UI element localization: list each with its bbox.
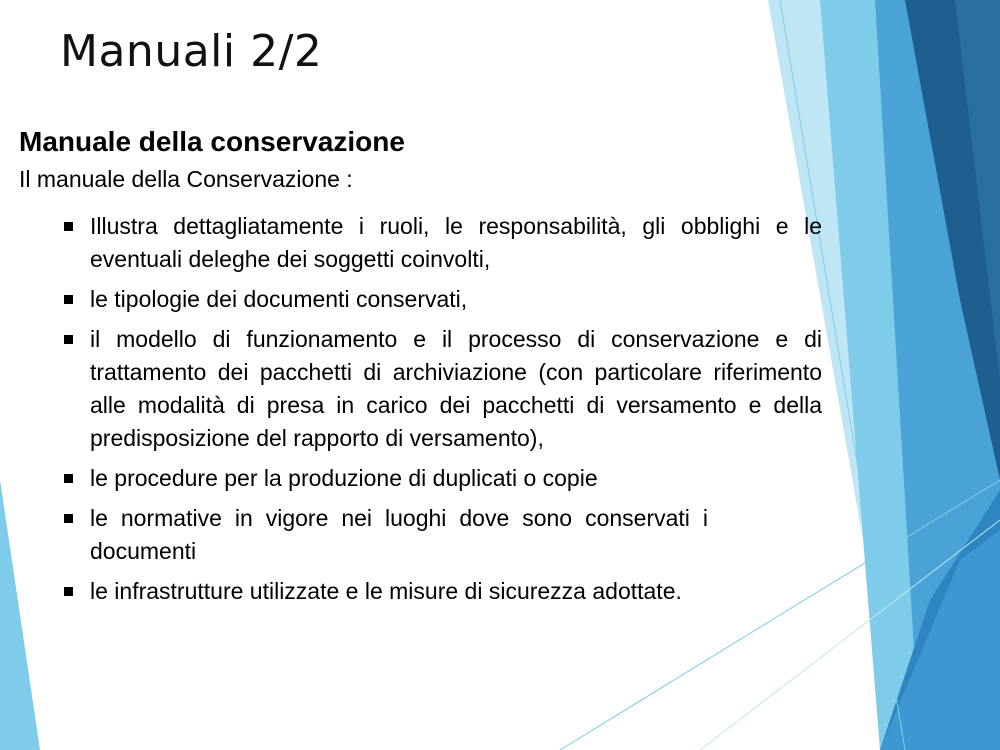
list-item-text: le procedure per la produzione di duplicati o copie bbox=[90, 465, 598, 491]
section-heading: Manuale della conservazione bbox=[19, 126, 405, 157]
list-item bbox=[62, 462, 822, 495]
bullet-square-icon bbox=[64, 474, 73, 483]
bullet-square-icon bbox=[64, 335, 73, 344]
slide-title: Manuali 2/2 bbox=[60, 26, 323, 77]
bullet-list bbox=[62, 210, 822, 615]
list-item bbox=[62, 323, 822, 455]
bullet-square-icon bbox=[64, 222, 73, 231]
bullet-square-icon bbox=[64, 514, 73, 523]
list-item-text: le tipologie dei documenti conservati, bbox=[90, 286, 468, 312]
list-item bbox=[62, 210, 822, 276]
deco-left-light-triangle bbox=[0, 480, 40, 750]
list-item-text: le normative in vigore nei luoghi dove sono conservati i documenti bbox=[90, 505, 708, 564]
list-item bbox=[62, 575, 822, 608]
list-item-text: le infrastrutture utilizzate e le misure di sicurezza adottate. bbox=[90, 578, 682, 604]
list-item bbox=[62, 283, 822, 316]
bullet-square-icon bbox=[64, 295, 73, 304]
list-item-text: Illustra dettagliatamente i ruoli, le responsabilità, gli obblighi e le eventuali deleghe dei soggetti coinvolti, bbox=[90, 213, 822, 272]
bullet-square-icon bbox=[64, 587, 73, 596]
list-item bbox=[62, 502, 708, 568]
list-item-text: il modello di funzionamento e il processo di conservazione e di trattamento dei pacchetti di archiviazione (con particolare riferimento alle modalità di presa in carico dei pacchetti di versamento e della predisposizione del rapporto di versamento), bbox=[90, 326, 822, 451]
intro-text: Il manuale della Conservazione : bbox=[19, 166, 353, 192]
